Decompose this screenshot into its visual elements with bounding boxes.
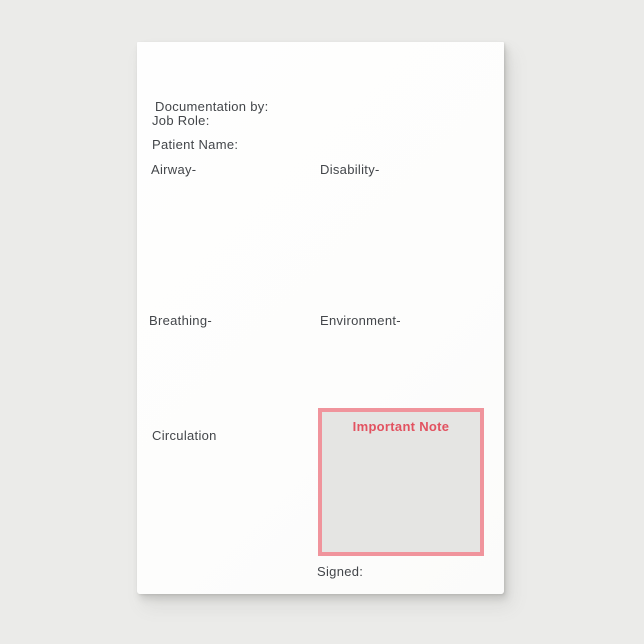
important-note-box — [318, 408, 484, 556]
documentation-by-label: Documentation by: — [155, 99, 269, 114]
disability-label: Disability- — [320, 162, 380, 177]
sticky-note — [137, 42, 504, 594]
signed-label: Signed: — [317, 564, 364, 579]
job-role-label: Job Role: — [152, 113, 210, 128]
circulation-label: Circulation — [152, 428, 217, 443]
environment-label: Environment- — [320, 313, 401, 328]
airway-label: Airway- — [151, 162, 197, 177]
patient-name-label: Patient Name: — [152, 137, 239, 152]
breathing-label: Breathing- — [149, 313, 212, 328]
important-note-title: Important Note — [352, 419, 450, 434]
